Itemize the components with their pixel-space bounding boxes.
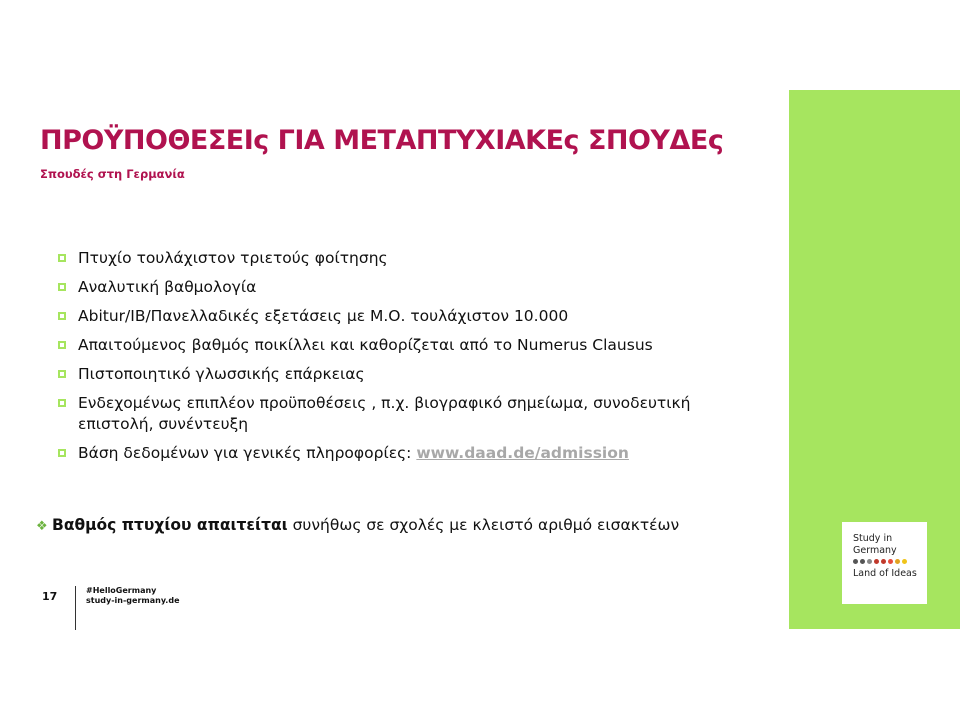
logo-line-3: Land of Ideas bbox=[853, 568, 917, 579]
footer-hashtag: #HelloGermany bbox=[86, 586, 157, 595]
list-item bbox=[58, 277, 758, 298]
bullet-square-icon bbox=[58, 370, 66, 378]
slide-subtitle: Σπουδές στη Γερμανία bbox=[40, 167, 185, 181]
bullet-text: Ενδεχομένως επιπλέον προϋποθέσεις , π.χ. βιογραφικό σημείωμα, συνοδευτική επιστολή, συνέντευξη bbox=[78, 394, 691, 433]
logo-dot bbox=[853, 559, 858, 564]
note-text: συνήθως σε σχολές με κλειστό αριθμό εισακτέων bbox=[287, 516, 680, 534]
daad-admission-link[interactable]: www.daad.de/admission bbox=[416, 444, 629, 462]
logo-line-1: Study in bbox=[853, 533, 893, 544]
bullet-square-icon bbox=[58, 254, 66, 262]
logo-dot bbox=[860, 559, 865, 564]
list-item bbox=[58, 248, 758, 269]
diamond-bullet-icon: ❖ bbox=[36, 519, 48, 534]
logo-dot bbox=[874, 559, 879, 564]
slide-title: ΠΡΟΫΠΟΘΕΣΕΙς ΓΙΑ ΜΕΤΑΠΤΥΧΙΑΚΕς ΣΠΟΥΔΕς bbox=[40, 125, 724, 156]
page-number: 17 bbox=[42, 590, 58, 603]
bullet-text: Απαιτούμενος βαθμός ποικίλλει και καθορίζεται από το Numerus Clausus bbox=[78, 336, 653, 354]
bullet-square-icon bbox=[58, 341, 66, 349]
bullet-square-icon bbox=[58, 312, 66, 320]
bullet-text: Πτυχίο τουλάχιστον τριετούς φοίτησης bbox=[78, 249, 388, 267]
study-in-germany-logo bbox=[842, 522, 927, 604]
note-bold-text: Βαθμός πτυχίου απαιτείται bbox=[52, 516, 288, 534]
list-item bbox=[58, 306, 758, 327]
bullet-square-icon bbox=[58, 449, 66, 457]
logo-dots bbox=[853, 559, 907, 564]
list-item bbox=[58, 364, 758, 385]
requirements-list bbox=[58, 248, 758, 472]
bullet-text: Βάση δεδομένων για γενικές πληροφορίες: bbox=[78, 444, 417, 462]
footer-divider bbox=[75, 586, 76, 630]
bullet-square-icon bbox=[58, 283, 66, 291]
list-item bbox=[58, 393, 758, 435]
list-item bbox=[58, 335, 758, 356]
grade-note bbox=[36, 514, 736, 538]
bullet-text: Αναλυτική βαθμολογία bbox=[78, 278, 257, 296]
list-item bbox=[58, 443, 758, 464]
logo-dot bbox=[881, 559, 886, 564]
bullet-text: Πιστοποιητικό γλωσσικής επάρκειας bbox=[78, 365, 365, 383]
logo-line-2: Germany bbox=[853, 545, 897, 556]
bullet-square-icon bbox=[58, 399, 66, 407]
logo-dot bbox=[895, 559, 900, 564]
logo-dot bbox=[888, 559, 893, 564]
logo-dot bbox=[867, 559, 872, 564]
footer-website: study-in-germany.de bbox=[86, 596, 180, 605]
footer-text bbox=[86, 586, 180, 606]
bullet-text: Abitur/IB/Πανελλαδικές εξετάσεις με Μ.Ο. τουλάχιστον 10.000 bbox=[78, 307, 569, 325]
logo-dot bbox=[902, 559, 907, 564]
